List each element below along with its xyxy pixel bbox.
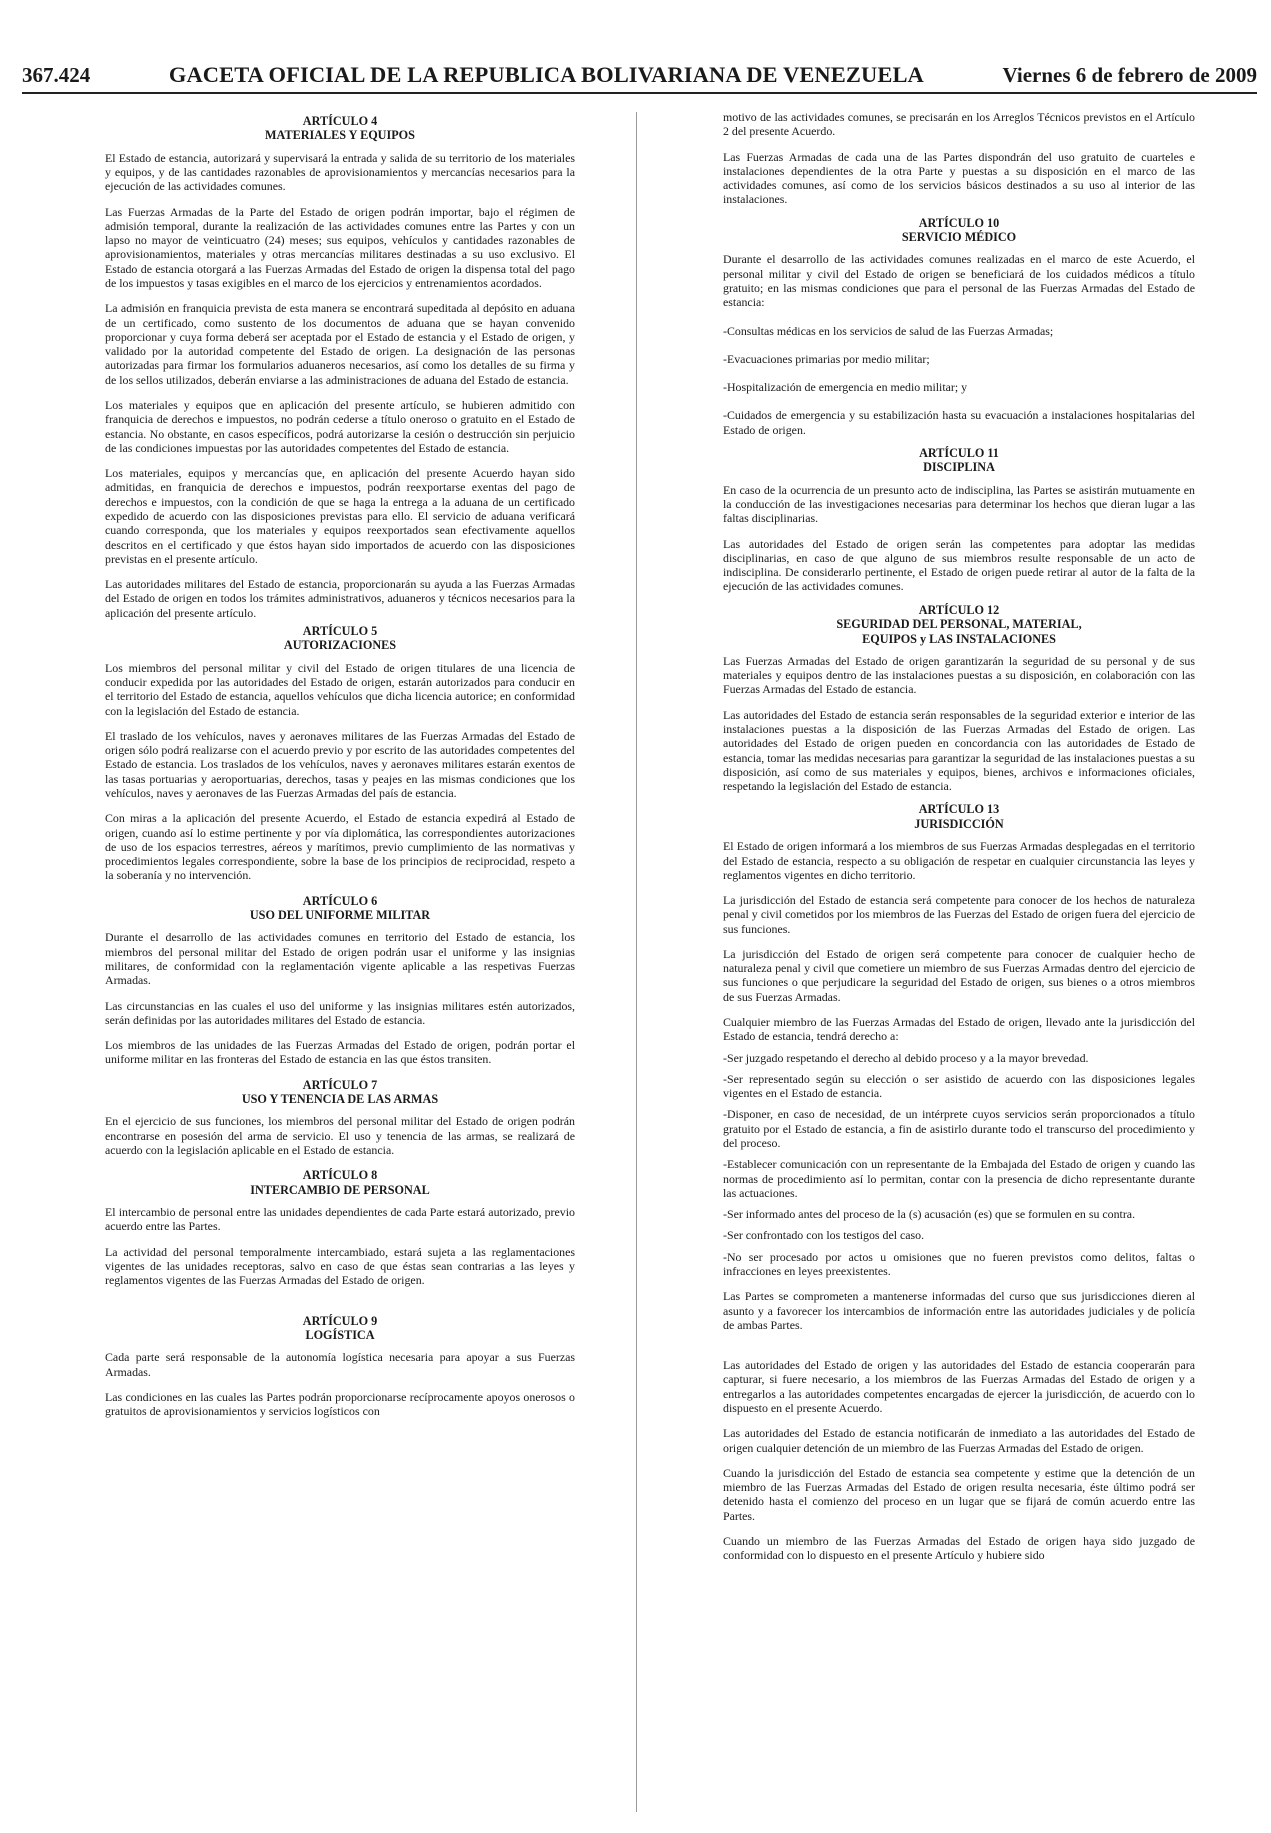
list-item: -No ser procesado por actos u omisiones que no fueren previstos como delitos, faltas o infracciones en leyes preexistentes. (723, 1249, 1195, 1278)
publication-date: Viernes 6 de febrero de 2009 (1002, 63, 1257, 87)
paragraph: Con miras a la aplicación del presente Acuerdo, el Estado de estancia expedirá al Estado de origen, cuando así lo estime pertinente y por vía diplomática, las correspondientes autorizaciones de uso de los espacios terrestres, aéreos y marítimos, previo cumplimiento de las normativas y procedimientos legales correspondiente, sobre la base de los principios de reciprocidad, respeto a la soberanía y no intervención. (105, 811, 575, 883)
article-number: ARTÍCULO 7 (302, 1077, 378, 1092)
article-8-heading (105, 1168, 575, 1197)
list-item: -Evacuaciones primarias por medio militar; (723, 351, 930, 366)
paragraph: El intercambio de personal entre las unidades dependientes de cada Parte estará autorizado, previo acuerdo entre las Partes. (105, 1205, 575, 1234)
paragraph: Los materiales y equipos que en aplicación del presente artículo, se hubieren admitido con franquicia de derechos e impuestos, no podrán cederse a título oneroso o gratuito en el Estado de estancia. No obstante, en casos específicos, podrá autorizarse la cesión o destrucción sin perjuicio de las condiciones impuestas por las autoridades competentes del Estado de estancia. (105, 398, 575, 455)
paragraph: Los materiales, equipos y mercancías que, en aplicación del presente Acuerdo hayan sido admitidas, en franquicia de derechos e impuestos, podrán reexportarse exentas del pago de derechos e impuestos, con la condición de que se haga la entrega a la aduana de un certificado expedido de acuerdo con las disposiciones previstas para ello. El servicio de aduana verificará cuando corresponda, que los materiales y equipos reexportados sean efectivamente aquellos descritos en el certificado y que éstos hayan sido importados de acuerdo con las disposiciones previstas en el presente artículo. (105, 466, 575, 566)
article-title: SEGURIDAD DEL PERSONAL, MATERIAL, EQUIPOS y LAS INSTALACIONES (836, 617, 1082, 646)
article-title: LOGÍSTICA (305, 1327, 375, 1342)
article-title: MATERIALES Y EQUIPOS (265, 128, 415, 143)
paragraph: Las Fuerzas Armadas del Estado de origen garantizarán la seguridad de su personal y de sus materiales y equipos dentro de las instalaciones puestas a su disposición, en colaboración con las Fuerzas Armadas del Estado de estancia. (723, 653, 1195, 697)
paragraph: Las autoridades militares del Estado de estancia, proporcionarán su ayuda a las Fuerzas Armadas del Estado de origen en todos los trámites administrativos, aduaneros y técnicos necesarios para la aplicación del presente artículo. (105, 577, 575, 620)
article-title: AUTORIZACIONES (283, 638, 397, 653)
article-number: ARTÍCULO 13 (918, 802, 1000, 817)
paragraph: Cuando un miembro de las Fuerzas Armadas del Estado de origen haya sido juzgado de conformidad con lo dispuesto en el presente Artículo y hubiere sido (723, 1533, 1195, 1563)
header-rule (22, 92, 1257, 94)
article-title: USO Y TENENCIA DE LAS ARMAS (241, 1092, 439, 1107)
list-item: -Establecer comunicación con un representante de la Embajada del Estado de origen y cuando las normas de procedimiento así lo permitan, contar con la presencia de dicho representante durante las actuaciones. (723, 1157, 1195, 1200)
article-title: USO DEL UNIFORME MILITAR (249, 908, 431, 923)
list-item: -Consultas médicas en los servicios de salud de las Fuerzas Armadas; (723, 323, 1054, 338)
article-10-heading (723, 216, 1195, 245)
paragraph: Durante el desarrollo de las actividades comunes en territorio del Estado de estancia, los miembros del personal militar del Estado de origen podrán usar el uniforme y las insignias militares, de conformidad con la reglamentación vigente aplicable a las respetivas Fuerzas Armadas. (105, 930, 575, 988)
paragraph: Cada parte será responsable de la autonomía logística necesaria para apoyar a sus Fuerzas Armadas. (105, 1350, 575, 1379)
paragraph: El Estado de origen informará a los miembros de sus Fuerzas Armadas desplegadas en el territorio del Estado de estancia, respecto a su obligación de respetar en cualquier circunstancia las leyes y reglamentos vigentes en dicho territorio. (723, 839, 1195, 882)
list-item: -Ser informado antes del proceso de la (s) acusación (es) que se formulen en su contra. (723, 1207, 1136, 1222)
paragraph: Las autoridades del Estado de origen y las autoridades del Estado de estancia cooperarán para capturar, si fuere necesario, a los miembros de las Fuerzas Armadas del Estado de origen y a entregarlos a las autoridades competentes encargadas de ejercer la jurisdicción, de acuerdo con lo dispuesto en el presente Acuerdo. (723, 1358, 1195, 1415)
article-number: ARTÍCULO 6 (302, 893, 378, 908)
paragraph: El Estado de estancia, autorizará y supervisará la entrada y salida de su territorio de los materiales y equipos, y de las cantidades razonables de aprovisionamientos y mercancías necesarios para la ejecución de las actividades comunes. (105, 150, 575, 194)
article-number: ARTÍCULO 11 (919, 446, 999, 460)
paragraph: Las Fuerzas Armadas de cada una de las Partes dispondrán del uso gratuito de cuarteles e instalaciones dependientes de la otra Parte y puestas a su disposición en el marco de las actividades comunes, así como de los servicios básicos destinados a su uso al interior de las instalaciones. (723, 149, 1195, 207)
list-item: -Ser representado según su elección o ser asistido de acuerdo con las disposiciones legales vigentes en el Estado de estancia. (723, 1071, 1195, 1101)
list-item: -Hospitalización de emergencia en medio militar; y (723, 380, 968, 395)
paragraph: motivo de las actividades comunes, se precisarán en los Arreglos Técnicos previstos en el Artículo 2 del presente Acuerdo. (723, 110, 1195, 139)
paragraph: Las Fuerzas Armadas de la Parte del Estado de origen podrán importar, bajo el régimen de admisión temporal, durante la realización de las actividades comunes entre las Partes y con un lapso no mayor de veinticuatro (24) meses; sus equipos, vehículos y cantidades razonables de aprovisionamientos, materiales y otras mercancías militares destinadas a su uso exclusivo. El Estado de estancia otorgará a las Fuerzas Armadas del Estado de origen la dispensa total del pago de los impuestos y tasas exigibles en el marco de los ejercicios y entrenamientos acordados. (105, 204, 575, 291)
article-number: ARTÍCULO 12 (918, 602, 1000, 617)
right-column (723, 110, 1195, 1573)
paragraph: Las circunstancias en las cuales el uso del uniforme y las insignias militares estén autorizados, serán definidas por las autoridades militares del Estado de estancia. (105, 998, 575, 1027)
publication-title: GACETA OFICIAL DE LA REPUBLICA BOLIVARIANA DE VENEZUELA (168, 62, 924, 87)
paragraph: Las autoridades del Estado de estancia serán responsables de la seguridad exterior e interior de las instalaciones puestas a la disposición de las Fuerzas Armadas del Estado de origen. Las autoridades del Estado de origen pueden en concordancia con las autoridades de Estado de estancia, tomar las medidas necesarias para garantizar la seguridad de las instalaciones puestas a su disposición, así como de sus materiales y equipos, bienes, archivos e informaciones oficiales, respetando la legislación del Estado de estancia. (723, 707, 1195, 794)
paragraph: Cualquier miembro de las Fuerzas Armadas del Estado de origen, llevado ante la jurisdicción del Estado de estancia, tendrá derecho a: (723, 1015, 1195, 1044)
paragraph: En el ejercicio de sus funciones, los miembros del personal militar del Estado de origen podrán encontrarse en posesión del arma de servicio. El uso y tenencia de las armas, se realizará de acuerdo con la legislación aplicable en el Estado de estancia. (105, 1114, 575, 1158)
paragraph: La admisión en franquicia prevista de esta manera se encontrará supeditada al depósito en aduana de un certificado, como sustento de los documentos de aduana que se hayan convenido proporcionar y cuya forma deberá ser aceptada por el Estado de estancia y el Estado de origen, y validado por la autoridad competente del Estado de origen. La designación de las personas autorizadas para firmar los formularios aduaneros necesarios, así como los detalles de su firma y de los sellos utilizados, deberán enviarse a las administraciones de aduana del Estado de estancia. (105, 301, 575, 387)
paragraph: La actividad del personal temporalmente intercambiado, estará sujeta a las reglamentaciones vigentes de las unidades receptoras, salvo en caso de que éstas sean contrarias a las leyes y reglamentos vigentes de las Fuerzas Armadas del Estado de origen. (105, 1244, 575, 1288)
article-number: ARTÍCULO 10 (918, 215, 1000, 230)
article-4-heading (105, 114, 575, 143)
left-column (105, 112, 575, 1429)
article-number: ARTÍCULO 4 (302, 114, 378, 128)
article-13-heading (723, 802, 1195, 831)
paragraph: Las Partes se comprometen a mantenerse informadas del curso que sus jurisdicciones dieren al asunto y a favorecer los intercambios de información entre las autoridades judiciales y de policía de ambas Partes. (723, 1289, 1195, 1332)
paragraph: Las autoridades del Estado de origen serán las competentes para adoptar las medidas disciplinarias, en caso de que alguno de sus miembros resulte responsable de un acto de indisciplina. De considerarlo pertinente, el Estado de origen puede retirar al autor de la falta de la ejecución de las actividades comunes. (723, 536, 1195, 594)
column-divider (636, 112, 637, 1812)
paragraph: El traslado de los vehículos, naves y aeronaves militares de las Fuerzas Armadas del Estado de origen sólo podrá realizarse con el acuerdo previo y por escrito de las autoridades competentes del Estado de estancia. Los traslados de los vehículos, naves y aeronaves militares estarán exentos de las tasas portuarias y aeroportuarias, derechos, tasas y peajes en las mismas condiciones que los vehículos, naves y aeronaves de las Fuerzas Armadas del país de estancia. (105, 728, 575, 800)
article-5-heading (105, 624, 575, 653)
list-item: -Disponer, en caso de necesidad, de un intérprete cuyos servicios serán proporcionados a título gratuito por el Estado de estancia, a fin de asistirlo durante todo el transcurso del procedimiento y del proceso. (723, 1107, 1195, 1151)
page-number: 367.424 (22, 63, 91, 87)
article-9-heading (105, 1314, 575, 1343)
article-title: SERVICIO MÉDICO (901, 230, 1017, 245)
article-number: ARTÍCULO 9 (302, 1313, 378, 1328)
list-item: -Ser confrontado con los testigos del caso. (723, 1228, 925, 1243)
article-6-heading (105, 894, 575, 923)
paragraph: Los miembros de las unidades de las Fuerzas Armadas del Estado de origen, podrán portar el uniforme militar en las fronteras del Estado de estancia en las que éstos transiten. (105, 1038, 575, 1067)
paragraph: Cuando la jurisdicción del Estado de estancia sea competente y estime que la detención de un miembro de las Fuerzas Armadas del Estado de origen resulta necesaria, éste último podrá ser detenido hasta el comienzo del proceso en un lugar que se fijará de común acuerdo entre las Partes. (723, 1465, 1195, 1523)
paragraph: Las condiciones en las cuales las Partes podrán proporcionarse recíprocamente apoyos onerosos o gratuitos de aprovisionamientos y servicios logísticos con (105, 1389, 575, 1419)
article-7-heading (105, 1078, 575, 1107)
article-number: ARTÍCULO 5 (302, 623, 378, 638)
paragraph: Los miembros del personal militar y civil del Estado de origen titulares de una licencia de conducir expedida por las autoridades del Estado de origen, estarán autorizados para conducir en el territorio del Estado de estancia, aquellos vehículos que dicha licencia autorice; en conformidad con la legislación del Estado de estancia. (105, 660, 575, 718)
article-title: DISCIPLINA (923, 460, 995, 475)
list-item: -Ser juzgado respetando el derecho al debido proceso y a la mayor brevedad. (723, 1050, 1089, 1065)
article-11-heading (723, 446, 1195, 475)
paragraph: Durante el desarrollo de las actividades comunes realizadas en el marco de este Acuerdo, el personal militar y civil del Estado de origen se beneficiará de los cuidados médicos a título gratuito; en las mismas condiciones que para el personal de las Fuerzas Armadas del Estado de estancia: (723, 252, 1195, 310)
paragraph: En caso de la ocurrencia de un presunto acto de indisciplina, las Partes se asistirán mutuamente en la conducción de las investigaciones necesarias para determinar los hechos que dieran lugar a las faltas disciplinarias. (723, 482, 1195, 526)
list-item: -Cuidados de emergencia y su estabilización hasta su evacuación a instalaciones hospitalarias del Estado de origen. (723, 408, 1195, 437)
article-title: INTERCAMBIO DE PERSONAL (250, 1182, 430, 1197)
paragraph: La jurisdicción del Estado de estancia será competente para conocer de los hechos de naturaleza penal y civil cometidos por los miembros de las Fuerzas del Estado de origen fuera del ejercicio de sus funciones. (723, 893, 1195, 936)
paragraph: La jurisdicción del Estado de origen será competente para conocer de cualquier hecho de naturaleza penal y civil que cometiere un miembro de sus Fuerzas Armadas dentro del ejercicio de sus funciones o que perjudicare la seguridad del Estado de origen, sus bienes o a otros miembros de sus Fuerzas Armadas. (723, 946, 1195, 1004)
paragraph: Las autoridades del Estado de estancia notificarán de inmediato a las autoridades del Estado de origen cualquier detención de un miembro de las Fuerzas Armadas del Estado de origen. (723, 1426, 1195, 1455)
article-title: JURISDICCIÓN (914, 816, 1004, 831)
article-12-heading (723, 603, 1195, 646)
article-number: ARTÍCULO 8 (302, 1168, 378, 1183)
